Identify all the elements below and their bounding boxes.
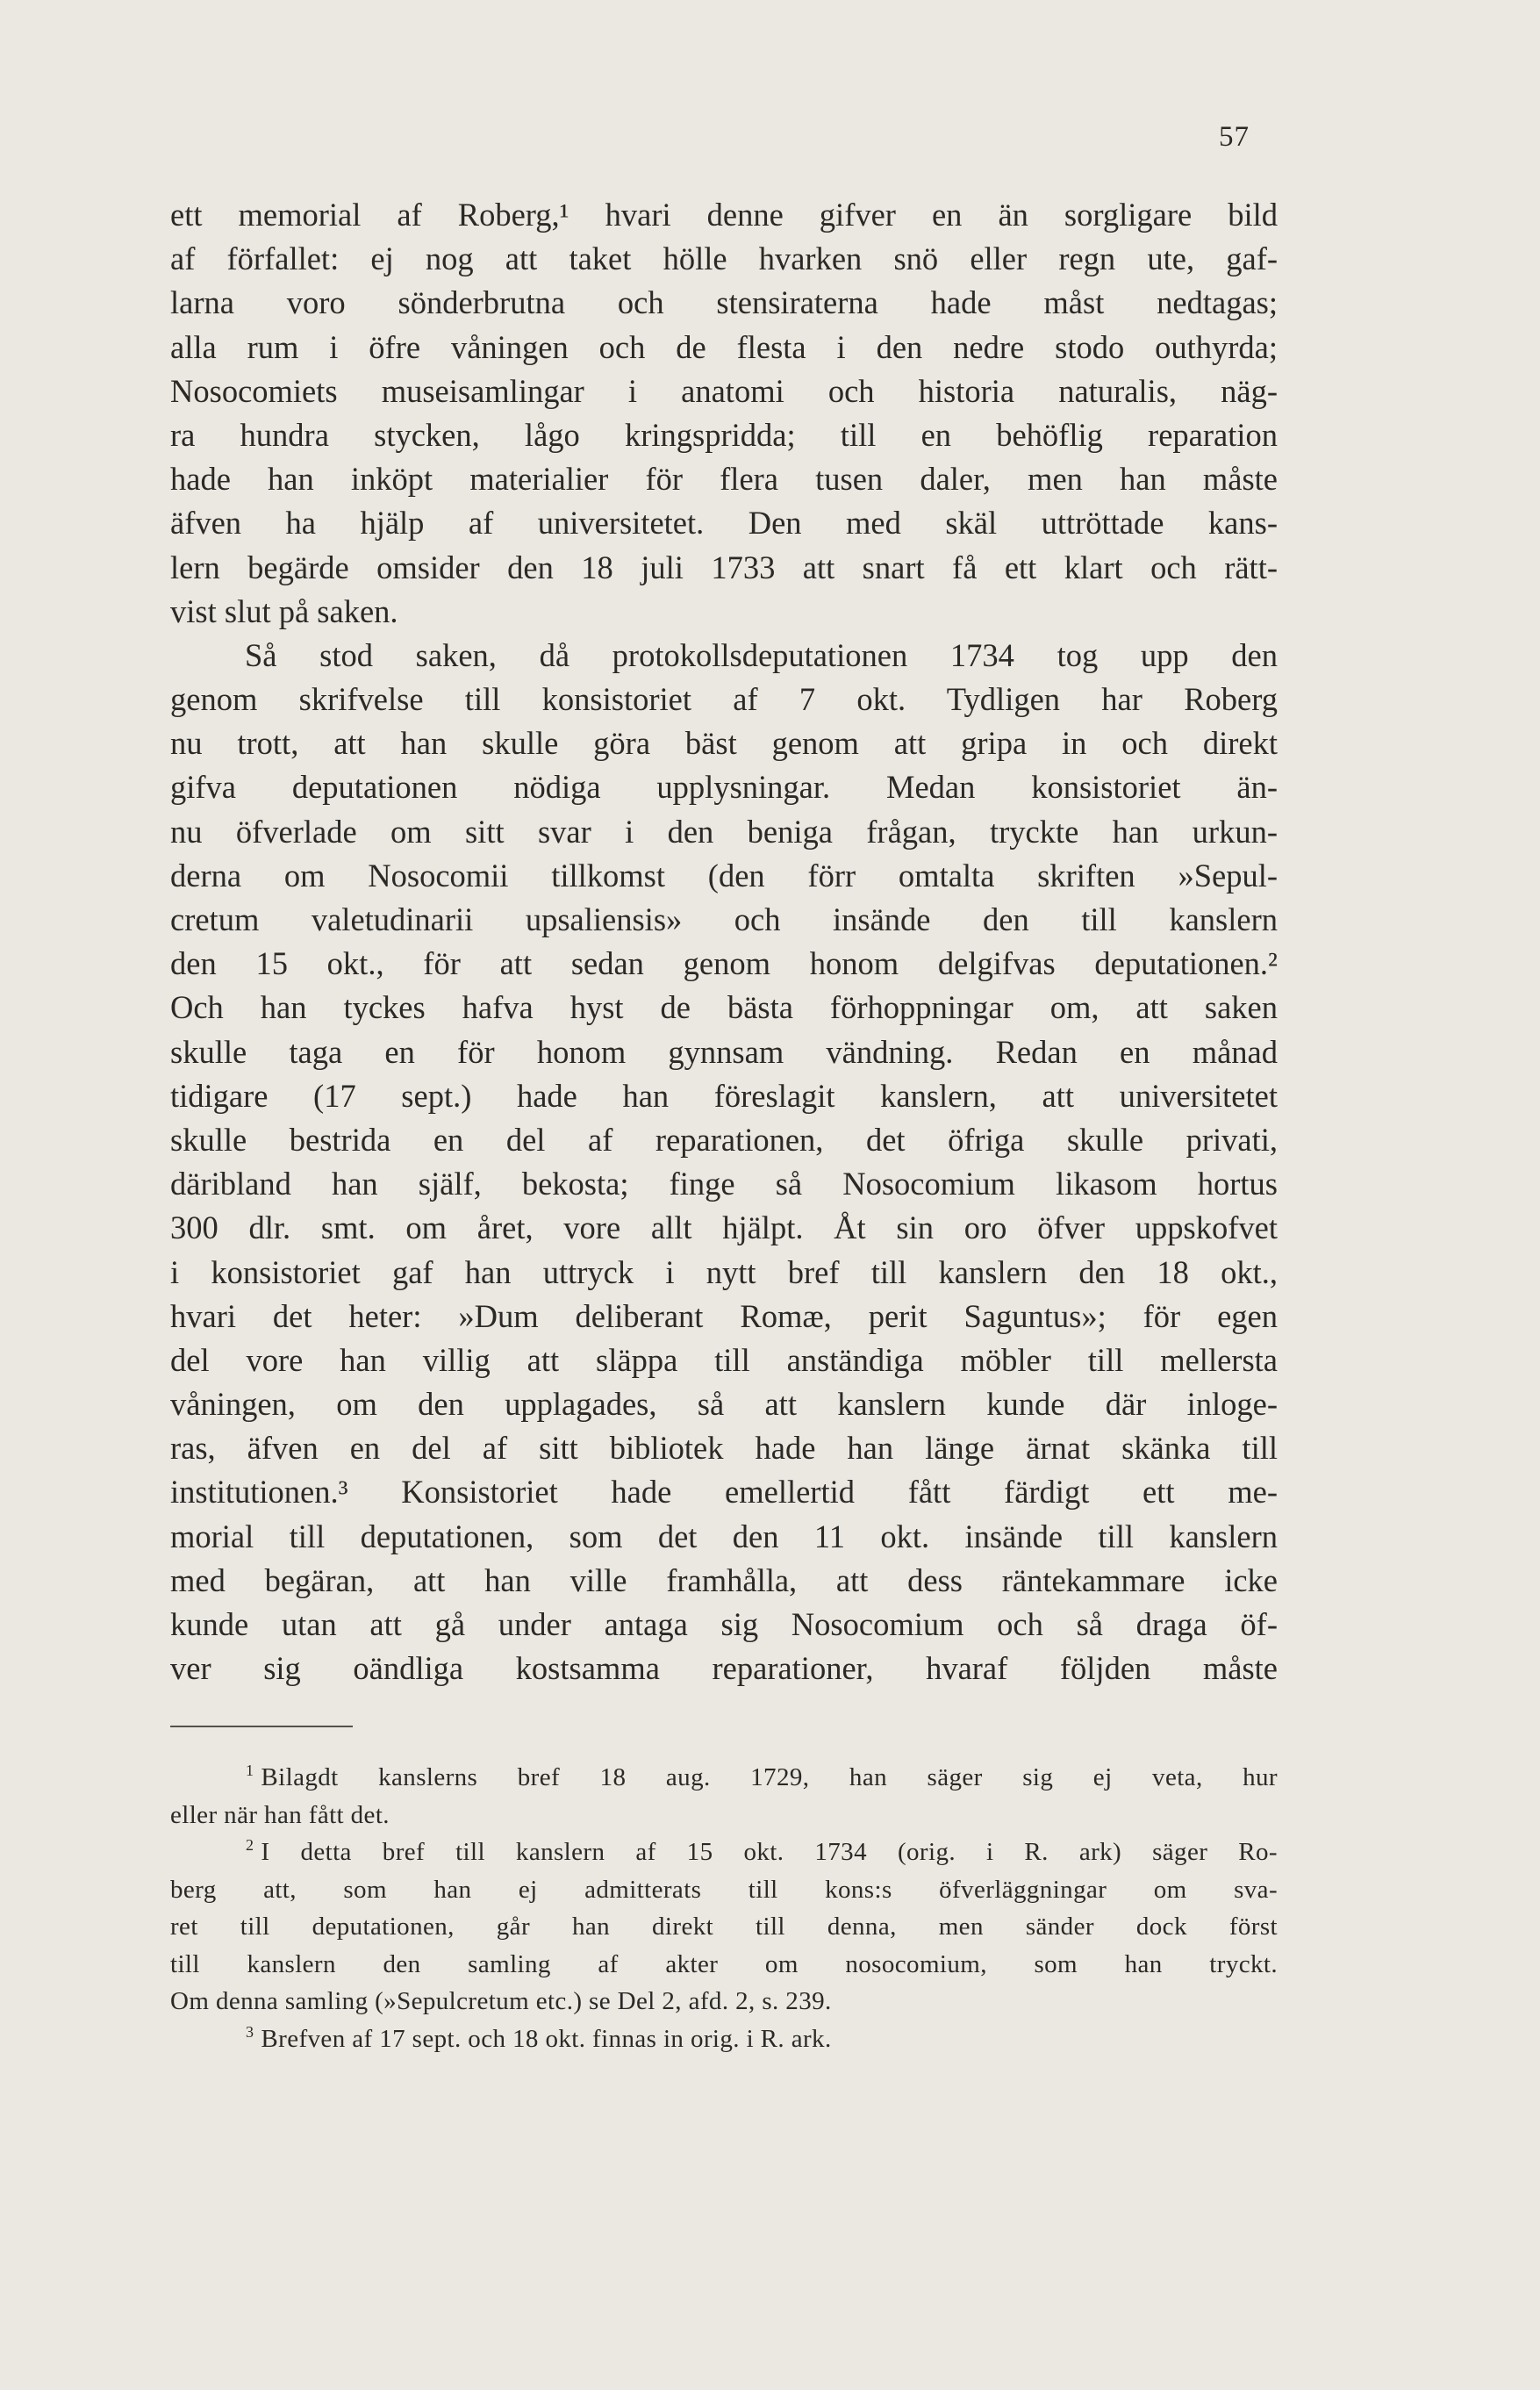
page-number: 57 bbox=[1219, 121, 1250, 153]
body-line: äfven ha hjälp af universitetet. Den med skäl uttröttade kans- bbox=[170, 505, 1278, 542]
body-line: af förfallet: ej nog att taket hölle hvarken snö eller regn ute, gaf- bbox=[170, 240, 1278, 277]
body-line: tidigare (17 sept.) hade han föreslagit kanslern, att universitetet bbox=[170, 1077, 1278, 1114]
footnote-text: eller när han fått det. bbox=[170, 1800, 390, 1829]
footnote-text: berg att, som han ej admitterats till kons:s öfverläggningar om sva- bbox=[170, 1875, 1278, 1904]
body-line: del vore han villig att släppa till anständiga möbler till mellersta bbox=[170, 1341, 1278, 1378]
body-line: Och han tyckes hafva hyst de bästa förhoppningar om, att saken bbox=[170, 989, 1278, 1026]
body-line: ra hundra stycken, lågo kringspridda; till en behöflig reparation bbox=[170, 416, 1278, 453]
footnote-text: till kanslern den samling af akter om nosocomium, som han tryckt. bbox=[170, 1949, 1278, 1978]
footnote-line: 2 I detta bref till kanslern af 15 okt. 1734 (orig. i R. ark) säger Ro- bbox=[246, 1836, 1278, 1866]
body-line: vist slut på saken. bbox=[170, 592, 398, 629]
body-line: Nosocomiets museisamlingar i anatomi och historia naturalis, näg- bbox=[170, 372, 1278, 409]
body-line: kunde utan att gå under antaga sig Nosocomium och så draga öf- bbox=[170, 1606, 1278, 1642]
body-line: skulle taga en för honom gynnsam vändning. Redan en månad bbox=[170, 1033, 1278, 1070]
body-line: morial till deputationen, som det den 11 okt. insände till kanslern bbox=[170, 1518, 1278, 1554]
body-line: genom skrifvelse till konsistoriet af 7 okt. Tydligen har Roberg bbox=[170, 681, 1278, 718]
body-line: institutionen.³ Konsistoriet hade emellertid fått färdigt ett me- bbox=[170, 1474, 1278, 1511]
footnote-line bbox=[170, 1797, 1278, 1834]
body-line: 300 dlr. smt. om året, vore allt hjälpt. Åt sin oro öfver uppskofvet bbox=[170, 1209, 1278, 1246]
body-line: ras, äfven en del af sitt bibliotek hade han länge ärnat skänka till bbox=[170, 1430, 1278, 1467]
body-line: gifva deputationen nödiga upplysningar. Medan konsistoriet än- bbox=[170, 769, 1278, 806]
body-line: ver sig oändliga kostsamma reparationer, hvaraf följden måste bbox=[170, 1650, 1278, 1687]
body-line: däribland han själf, bekosta; finge så Nosocomium likasom hortus bbox=[170, 1166, 1278, 1202]
footnote-text: Bilagdt kanslerns bref 18 aug. 1729, han säger sig ej veta, hur bbox=[261, 1763, 1278, 1791]
body-line: hvari det heter: »Dum deliberant Romæ, perit Saguntus»; för egen bbox=[170, 1297, 1278, 1334]
footnote-text: Brefven af 17 sept. och 18 okt. finnas in orig. i R. ark. bbox=[261, 2024, 832, 2053]
footnotes bbox=[170, 1759, 1278, 2057]
body-line: nu öfverlade om sitt svar i den beniga frågan, tryckte han urkun- bbox=[170, 813, 1278, 850]
body-line: alla rum i öfre våningen och de flesta i den nedre stodo outhyrda; bbox=[170, 328, 1278, 365]
body-line: cretum valetudinarii upsaliensis» och insände den till kanslern bbox=[170, 901, 1278, 937]
footnote-line bbox=[170, 1983, 1278, 2020]
body-line: larna voro sönderbrutna och stensiraterna hade måst nedtagas; bbox=[170, 284, 1278, 321]
body-line: nu trott, att han skulle göra bäst genom att gripa in och direkt bbox=[170, 725, 1278, 762]
footnote-line: 1 Bilagdt kanslerns bref 18 aug. 1729, han säger sig ej veta, hur bbox=[246, 1762, 1278, 1791]
body-line: hade han inköpt materialier för flera tusen daler, men han måste bbox=[170, 461, 1278, 498]
body-line: ett memorial af Roberg,¹ hvari denne gifver en än sorgligare bild bbox=[170, 197, 1278, 233]
body-text bbox=[170, 193, 1278, 1690]
footnote-text: I detta bref till kanslern af 15 okt. 1734 (orig. i R. ark) säger Ro- bbox=[261, 1838, 1278, 1866]
body-line: den 15 okt., för att sedan genom honom delgifvas deputationen.² bbox=[170, 945, 1278, 982]
body-line: med begäran, att han ville framhålla, att dess räntekammare icke bbox=[170, 1561, 1278, 1598]
body-line: skulle bestrida en del af reparationen, det öfriga skulle privati, bbox=[170, 1121, 1278, 1158]
footnote-text: Om denna samling (»Sepulcretum etc.) se Del 2, afd. 2, s. 239. bbox=[170, 1987, 832, 2015]
body-line: lern begärde omsider den 18 juli 1733 att snart få ett klart och rätt- bbox=[170, 549, 1278, 585]
body-line: derna om Nosocomii tillkomst (den förr omtalta skriften »Sepul- bbox=[170, 857, 1278, 894]
footnote-text: ret till deputationen, går han direkt till denna, men sänder dock först bbox=[170, 1913, 1278, 1941]
footnote-line bbox=[170, 1871, 1278, 1909]
body-line: Så stod saken, då protokollsdeputationen 1734 tog upp den bbox=[245, 636, 1278, 673]
body-line: i konsistoriet gaf han uttryck i nytt bref till kanslern den 18 okt., bbox=[170, 1253, 1278, 1290]
body-line: våningen, om den upplagades, så att kanslern kunde där inloge- bbox=[170, 1386, 1278, 1423]
footnote-line: 3 Brefven af 17 sept. och 18 okt. finnas in orig. i R. ark. bbox=[246, 2022, 832, 2053]
footnote-line bbox=[170, 1908, 1278, 1946]
footnote-divider bbox=[170, 1726, 353, 1727]
footnote-line bbox=[170, 1946, 1278, 1984]
